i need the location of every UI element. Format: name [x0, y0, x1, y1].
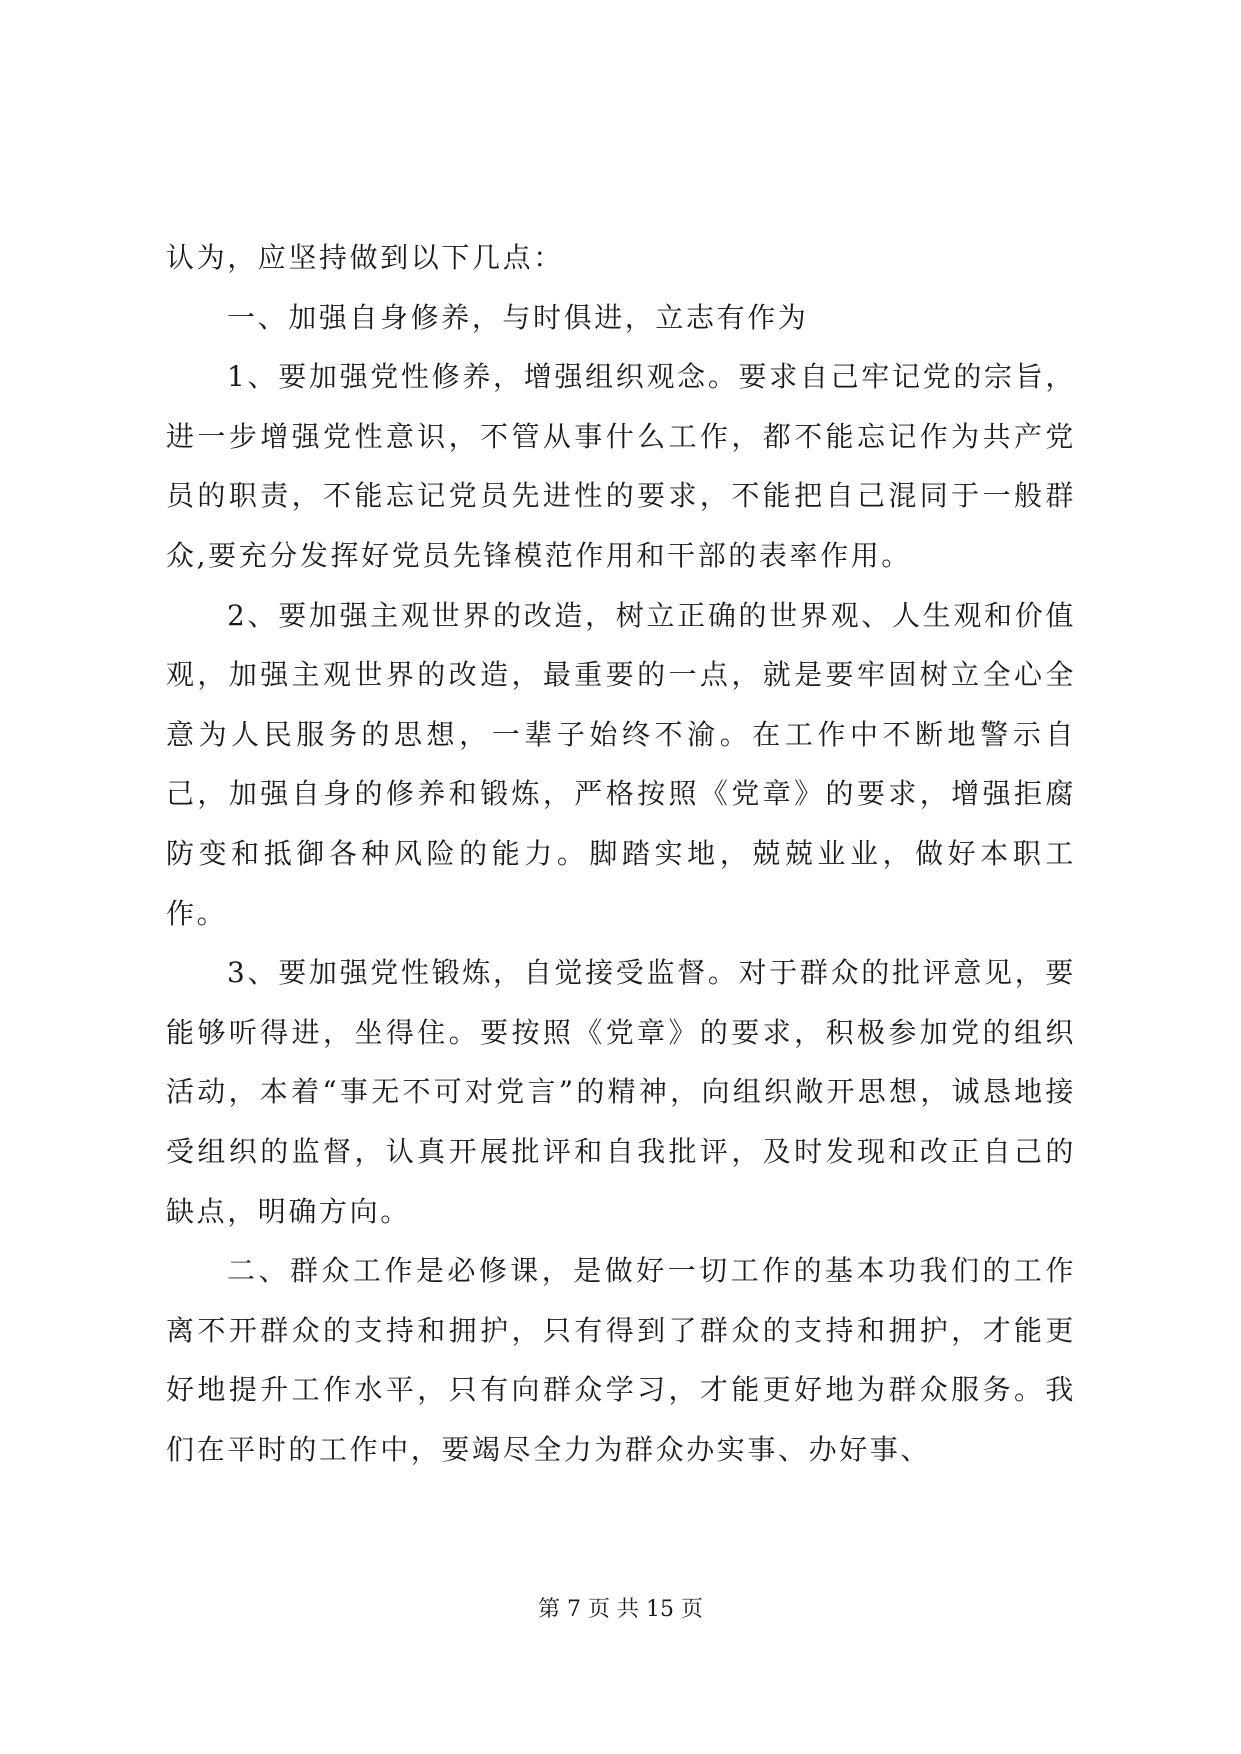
- paragraph-item-3: 3、要加强党性锻炼，自觉接受监督。对于群众的批评意见，要能够听得进，坐得住。要按照《党章》的要求，积极参加党的组织活动，本着“事无不可对党言”的精神，向组织敞开思想，诚恳地接受组织的监督，认真开展批评和自我批评，及时发现和改正自己的缺点，明确方向。: [166, 956, 1076, 1228]
- paragraph-item-2: 2、要加强主观世界的改造，树立正确的世界观、人生观和价值观，加强主观世界的改造，最重要的一点，就是要牢固树立全心全意为人民服务的思想，一辈子始终不渝。在工作中不断地警示自己，加强自身的修养和锻炼，严格按照《党章》的要求，增强拒腐防变和抵御各种风险的能力。脚踏实地，兢兢业业，做好本职工作。: [166, 598, 1076, 930]
- paragraph-heading-1: 一、加强自身修养，与时俱进，立志有作为: [227, 300, 809, 334]
- paragraph-intro: 认为，应坚持做到以下几点：: [166, 241, 564, 274]
- paragraph-heading-2: 二、群众工作是必修课，是做好一切工作的基本功我们的工作离不开群众的支持和拥护，只有得到了群众的支持和拥护，才能更好地提升工作水平，只有向群众学习，才能更好地为群众服务。我们在平时的工作中，要竭尽全力为群众办实事、办好事、: [166, 1254, 1076, 1466]
- paragraph-item-1: 1、要加强党性修养，增强组织观念。要求自己牢记党的宗旨，进一步增强党性意识，不管从事什么工作，都不能忘记作为共产党员的职责，不能忘记党员先进性的要求，不能把自己混同于一般群众,要充分发挥好党员先锋模范作用和干部的表率作用。: [166, 360, 1076, 572]
- page-footer: [0, 1592, 1241, 1623]
- page-number-label: 第 7 页 共 15 页: [538, 1597, 703, 1622]
- document-body: [166, 228, 1076, 1479]
